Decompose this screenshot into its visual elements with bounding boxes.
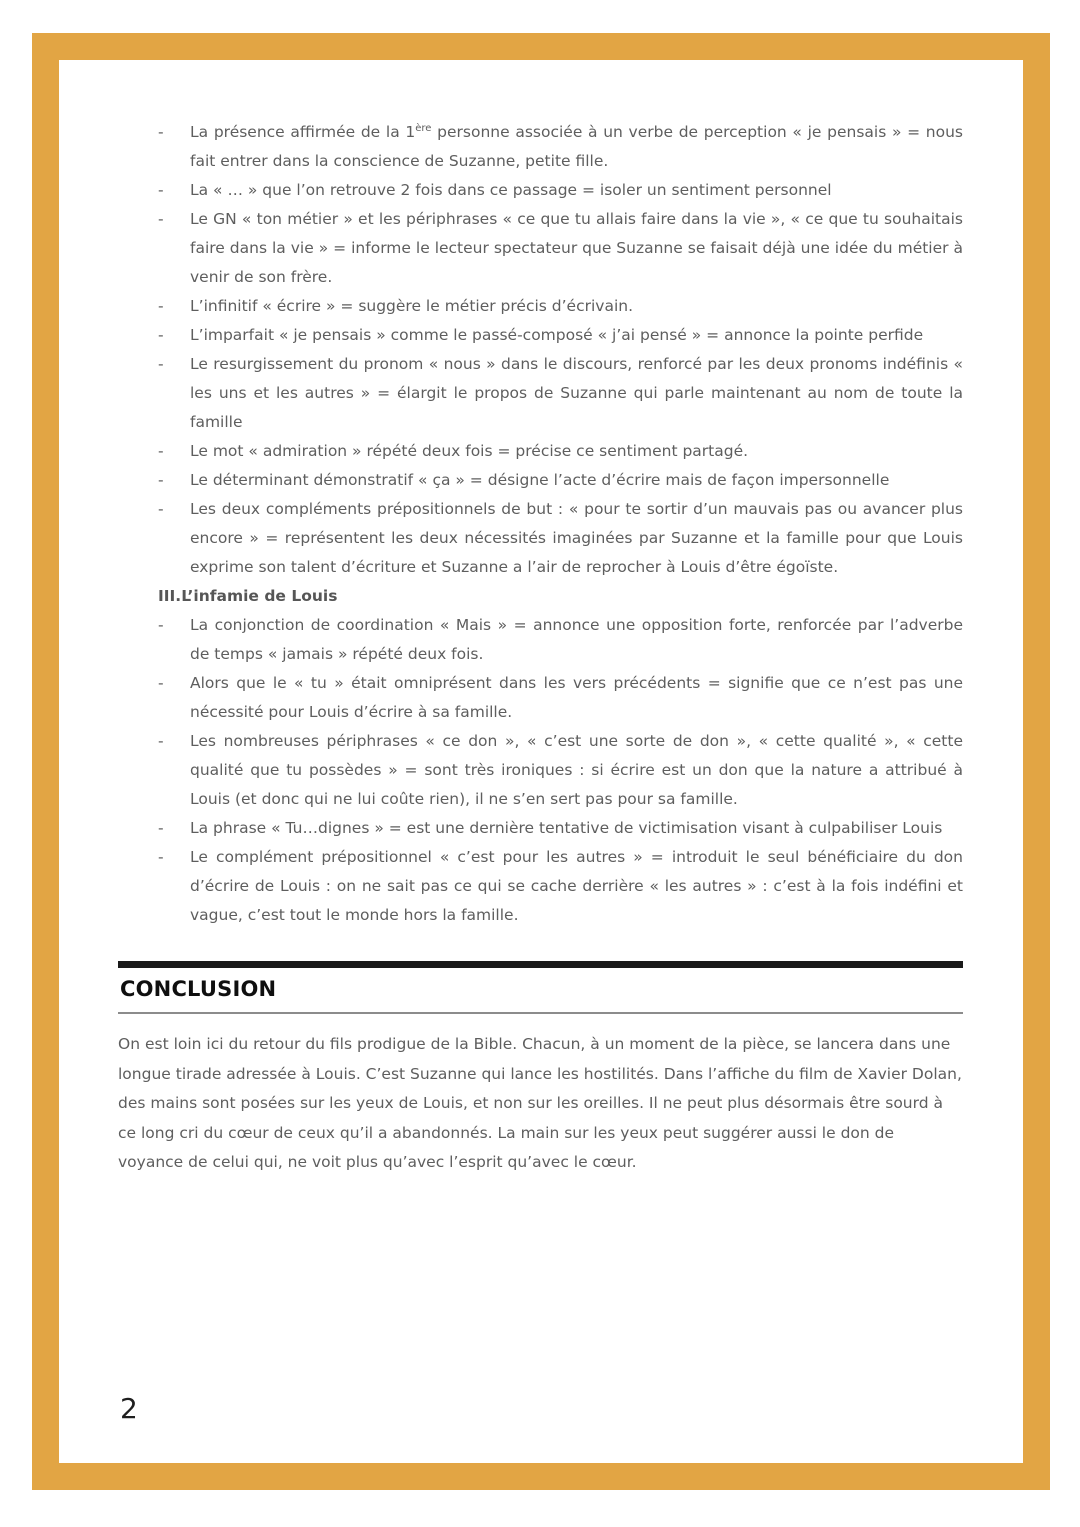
list-item-text: Les nombreuses périphrases « ce don », « c’est une sorte de don », « cette qualité », « cette qualité que tu possèdes » = sont très ironiques : si écrire est un don que la nature a attribué à Louis (et donc qui ne lui coûte rien), il ne s’en sert pas pour sa famille.: [190, 732, 963, 808]
page-number: 2: [120, 1392, 138, 1425]
list-item: [118, 466, 963, 495]
list-dash: -: [158, 819, 164, 837]
list-item-text: L’imparfait « je pensais » comme le passé-composé « j’ai pensé » = annonce la pointe perfide: [190, 326, 924, 344]
list-item: [118, 176, 963, 205]
list-item-text: Le mot « admiration » répété deux fois = précise ce sentiment partagé.: [190, 442, 749, 460]
list-item: [118, 814, 963, 843]
list-item-text: Le complément prépositionnel « c’est pour les autres » = introduit le seul bénéficiaire du don d’écrire de Louis : on ne sait pas ce qui se cache derrière « les autres » : c’est à la fois indéfini et vague, c’est tout le monde hors la famille.: [190, 848, 963, 924]
list-item-text: Le resurgissement du pronom « nous » dans le discours, renforcé par les deux pronoms indéfinis « les uns et les autres » = élargit le propos de Suzanne qui parle maintenant au nom de toute la famille: [190, 355, 963, 431]
superscript-ordinal: ère: [415, 122, 432, 134]
document-content: [118, 118, 963, 1178]
list-dash: -: [158, 442, 164, 460]
list-item: [118, 727, 963, 814]
list-dash: -: [158, 297, 164, 315]
list-item: [118, 292, 963, 321]
conclusion-heading-block: [118, 961, 963, 1014]
list-item-text: La conjonction de coordination « Mais » = annonce une opposition forte, renforcée par l’adverbe de temps « jamais » répété deux fois.: [190, 616, 963, 663]
list-item: [118, 118, 963, 176]
list-dash: -: [158, 732, 164, 750]
list-item-text: [190, 123, 963, 170]
list-dash: -: [158, 210, 164, 228]
conclusion-paragraph: On est loin ici du retour du fils prodigue de la Bible. Chacun, à un moment de la pièce, se lancera dans une longue tirade adressée à Louis. C’est Suzanne qui lance les hostilités. Dans l’affiche du film de Xavier Dolan, des mains sont posées sur les yeux de Louis, et non sur les oreilles. Il ne peut plus désormais être sourd à ce long cri du cœur de ceux qu’il a abandonnés. La main sur les yeux peut suggérer aussi le don de voyance de celui qui, ne voit plus qu’avec l’esprit qu’avec le cœur.: [118, 1035, 962, 1171]
list-dash: -: [158, 848, 164, 866]
list-item: [118, 495, 963, 582]
list-item-text: Alors que le « tu » était omniprésent dans les vers précédents = signifie que ce n’est pas une nécessité pour Louis d’écrire à sa famille.: [190, 674, 963, 721]
list-dash: -: [158, 616, 164, 634]
list-dash: -: [158, 674, 164, 692]
list-item: [118, 321, 963, 350]
list-item-text: La phrase « Tu…dignes » = est une dernière tentative de victimisation visant à culpabiliser Louis: [190, 819, 943, 837]
list-item: [118, 611, 963, 669]
analysis-list-part1: [118, 118, 963, 582]
list-dash: -: [158, 181, 164, 199]
list-dash: -: [158, 471, 164, 489]
list-item: [118, 843, 963, 930]
list-dash: -: [158, 355, 164, 373]
conclusion-heading: CONCLUSION: [120, 977, 277, 1001]
list-item: [118, 669, 963, 727]
list-item-text: L’infinitif « écrire » = suggère le métier précis d’écrivain.: [190, 297, 634, 315]
list-item: [118, 350, 963, 437]
list-dash: -: [158, 326, 164, 344]
list-dash: -: [158, 123, 164, 141]
text-run: La présence affirmée de la 1: [190, 123, 416, 141]
list-item-text: Le déterminant démonstratif « ça » = désigne l’acte d’écrire mais de façon impersonnelle: [190, 471, 890, 489]
list-item-text: Le GN « ton métier » et les périphrases « ce que tu allais faire dans la vie », « ce que tu souhaitais faire dans la vie » = informe le lecteur spectateur que Suzanne se faisait déjà une idée du métier à venir de son frère.: [190, 210, 963, 286]
list-item-text: Les deux compléments prépositionnels de but : « pour te sortir d’un mauvais pas ou avancer plus encore » = représentent les deux nécessités imaginées par Suzanne et la famille pour que Louis exprime son talent d’écriture et Suzanne a l’air de reprocher à Louis d’être égoïste.: [190, 500, 963, 576]
text-run: personne associée à un verbe de perception « je pensais » = nous fait entrer dans la conscience de Suzanne, petite fille.: [190, 123, 964, 170]
list-dash: -: [158, 500, 164, 518]
analysis-list-part2: [118, 611, 963, 930]
list-item: [118, 437, 963, 466]
section-heading-infamie: III.L’infamie de Louis: [158, 587, 338, 605]
list-item: [118, 205, 963, 292]
list-item-text: La « … » que l’on retrouve 2 fois dans ce passage = isoler un sentiment personnel: [190, 181, 832, 199]
